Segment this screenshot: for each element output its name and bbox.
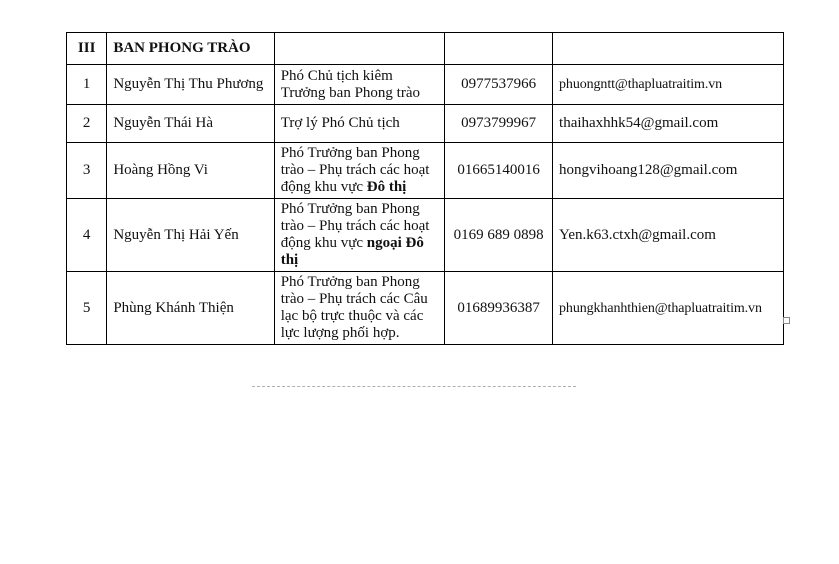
- role-text: Phó Trưởng ban Phong trào – Phụ trách các hoạt động khu vực: [280, 145, 430, 195]
- member-email: Yen.k63.ctxh@gmail.com: [553, 199, 784, 272]
- role-text: Phó Trưởng ban Phong trào – Phụ trách các Câu lạc bộ trực thuộc và các lực lượng phối hợp.: [280, 274, 428, 341]
- member-name: Nguyễn Thái Hà: [107, 105, 274, 143]
- row-number: 3: [67, 143, 107, 199]
- role-emphasis: ngoại Đô thị: [280, 235, 424, 268]
- role-text: Trợ lý Phó Chủ tịch: [280, 115, 400, 131]
- table-row: [67, 105, 784, 143]
- member-name: Nguyễn Thị Hải Yến: [107, 199, 274, 272]
- member-email: hongvihoang128@gmail.com: [553, 143, 784, 199]
- contact-table: [66, 32, 784, 345]
- table-row: [67, 199, 784, 272]
- role-emphasis: Đô thị: [366, 179, 407, 195]
- table-row: [67, 272, 784, 345]
- member-phone: 0977537966: [445, 65, 553, 105]
- member-role: [274, 105, 444, 143]
- section-title: BAN PHONG TRÀO: [107, 33, 274, 65]
- empty-cell: [274, 33, 444, 65]
- member-name: Nguyễn Thị Thu Phương: [107, 65, 274, 105]
- member-email: phuongntt@thapluatraitim.vn: [553, 65, 784, 105]
- member-role: [274, 143, 444, 199]
- member-name: Hoàng Hồng Vi: [107, 143, 274, 199]
- page-break-separator: [252, 386, 576, 387]
- member-phone: 01665140016: [445, 143, 553, 199]
- section-header-row: [67, 33, 784, 65]
- member-email: thaihaxhhk54@gmail.com: [553, 105, 784, 143]
- row-number: 1: [67, 65, 107, 105]
- member-phone: 0973799967: [445, 105, 553, 143]
- member-role: [274, 199, 444, 272]
- row-number: 2: [67, 105, 107, 143]
- table-row: [67, 65, 784, 105]
- role-text: Phó Trưởng ban Phong trào – Phụ trách các hoạt động khu vực: [280, 201, 430, 251]
- row-number: 5: [67, 272, 107, 345]
- member-phone: 01689936387: [445, 272, 553, 345]
- member-role: [274, 65, 444, 105]
- section-number: III: [67, 33, 107, 65]
- table-row: [67, 143, 784, 199]
- role-text: Phó Chủ tịch kiêm Trưởng ban Phong trào: [280, 67, 420, 101]
- member-phone: 0169 689 0898: [445, 199, 553, 272]
- member-role: [274, 272, 444, 345]
- member-email: phungkhanhthien@thapluatraitim.vn: [553, 272, 784, 345]
- member-name: Phùng Khánh Thiện: [107, 272, 274, 345]
- table-resize-handle[interactable]: [783, 317, 790, 324]
- empty-cell: [445, 33, 553, 65]
- row-number: 4: [67, 199, 107, 272]
- empty-cell: [553, 33, 784, 65]
